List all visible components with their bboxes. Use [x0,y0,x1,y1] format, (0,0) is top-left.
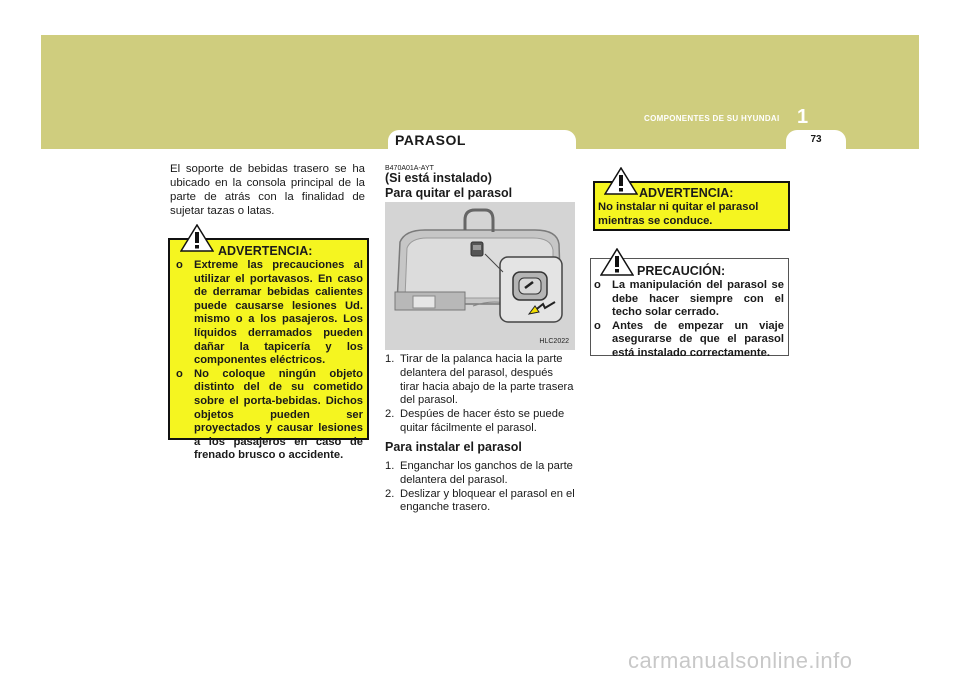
sunshade-figure [385,202,575,350]
warning-triangle-icon [180,224,214,252]
caution-item: o Antes de empezar un viaje asegurarse de que el parasol está instalado correctamente. [594,319,784,359]
subtitle-remove: Para quitar el parasol [385,186,513,200]
install-title: Para instalar el parasol [385,440,522,454]
warning-title: ADVERTENCIA: [218,244,313,258]
warning-item: o No coloque ningún objeto distinto del de su cometido sobre el porta-bebidas. Dichos objetos pueden ser proyectados y causar lesiones a los pasajeros en caso de frenado brusco o accidente. [176,367,363,462]
caution-item: o La manipulación del parasol se debe hacer siempre con el techo solar cerrado. [594,279,784,319]
caution-triangle-icon [600,248,634,276]
warning-text: No instalar ni quitar el parasol mientras se conduce. [598,201,759,227]
intro-paragraph: El soporte de bebidas trasero se ha ubicado en la consola principal de la parte de atrás con la finalidad de sujetar tazas o latas. [170,163,365,217]
warning-title: ADVERTENCIA: [639,186,734,200]
caution-title: PRECAUCIÓN: [637,264,726,278]
section-title: PARASOL [395,132,466,148]
caution-list [594,279,784,361]
section-code: B470A01A-AYT [385,165,434,172]
step-item: 1. Tirar de la palanca hacia la parte delantera del parasol, después tirar hacia abajo de la parte trasera del parasol. [385,353,574,407]
subtitle-block [385,171,512,201]
step-item: 2. Despúes de hacer ésto se puede quitar fácilmente el parasol. [385,408,565,434]
subtitle-installed: (Si está instalado) [385,171,492,185]
step-item: 1. Enganchar los ganchos de la parte delantera del parasol. [385,460,573,486]
page-tab [786,130,846,152]
warning-triangle-icon [604,167,638,195]
section-tab [388,130,576,152]
chapter-number: 1 [797,106,809,128]
sunshade-illustration [385,202,575,350]
install-steps-list [385,460,575,515]
watermark: carmanualsonline.info [628,648,853,673]
chapter-title: COMPONENTES DE SU HYUNDAI [644,114,780,123]
step-item: 2. Deslizar y bloquear el parasol en el enganche trasero. [385,487,575,514]
remove-steps-list [385,353,575,436]
warning-item: o Extreme las precauciones al utilizar el portavasos. En caso de derramar bebidas calientes puede causarse lesiones Ud. mismo o a los pasajeros. Los líquidos derramados pueden dañar la tapicería y los componentes eléctricos. [176,259,363,367]
page-number: 73 [810,134,822,145]
warning-list [176,259,363,463]
figure-code: HLC2022 [539,338,569,345]
warning-box-cupholder [168,238,369,462]
